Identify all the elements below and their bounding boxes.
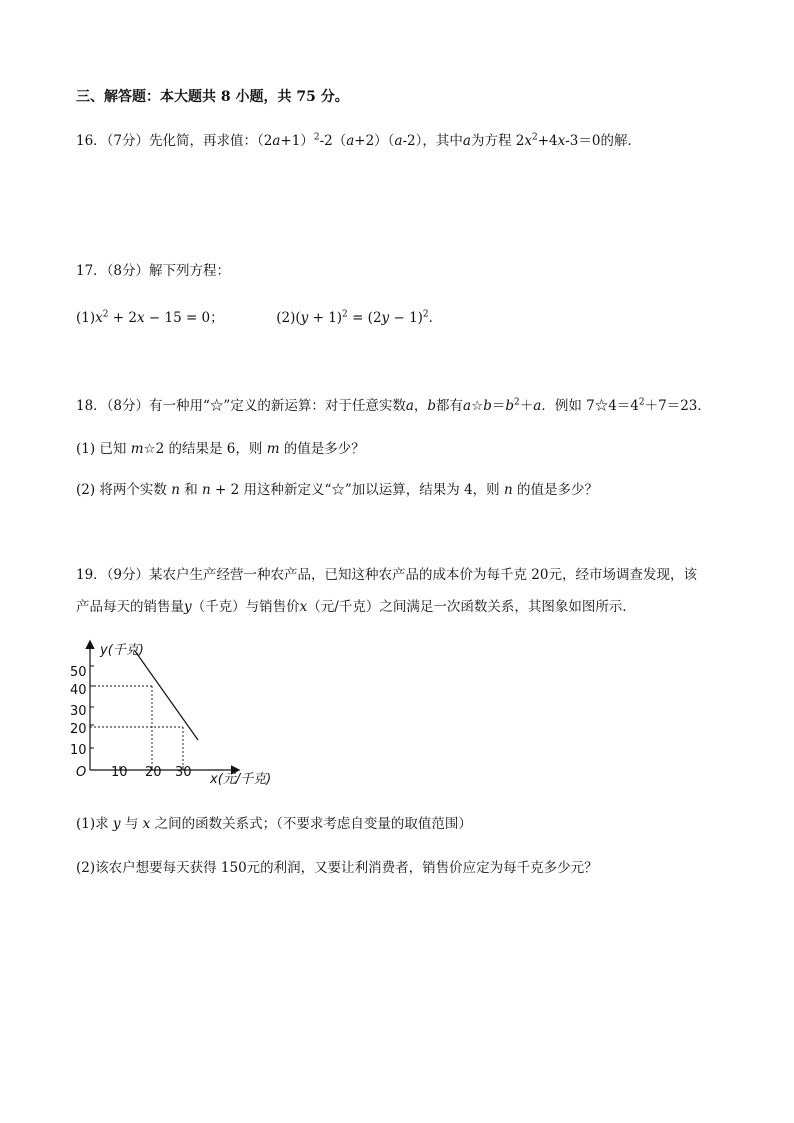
q16-exponent: 2 bbox=[313, 132, 320, 143]
q19-text: 与 bbox=[120, 816, 143, 832]
q16-var: a bbox=[346, 133, 355, 149]
q16-text: -2），其中 bbox=[402, 133, 463, 149]
q16-text: -3＝0的解． bbox=[565, 133, 641, 149]
question-19-part-1 bbox=[76, 815, 472, 833]
q19-text: (1)求 bbox=[76, 816, 113, 832]
question-19-line-2 bbox=[76, 598, 636, 616]
eq2-text: − 1) bbox=[389, 310, 423, 326]
q16-text: +4 bbox=[537, 133, 558, 149]
question-19-line-1: 19．（9分）某农户生产经营一种农产品，已知这种农产品的成本价为每千克 20元，经市场调查发现，该 bbox=[76, 567, 697, 583]
origin-label: O bbox=[76, 765, 87, 780]
eq2-text: + 1) bbox=[308, 310, 343, 326]
eq1-exponent: 2 bbox=[102, 309, 109, 320]
q16-text: +1） bbox=[280, 133, 314, 149]
q18-text: ．例如 7☆4＝4 bbox=[541, 398, 639, 414]
q18-exponent: 2 bbox=[514, 397, 520, 408]
x-axis-label: x(元/千克) bbox=[210, 772, 272, 787]
q18-text: 的值是多少？ bbox=[279, 441, 365, 457]
eq1-var: x bbox=[95, 310, 103, 326]
question-19-part-2: (2)该农户想要每天获得 150元的利润，又要让利消费者，销售价应定为每千克多少元？ bbox=[76, 860, 598, 876]
q19-text: （千克）与销售价 bbox=[191, 599, 300, 615]
question-16 bbox=[76, 132, 641, 150]
q19-var: y bbox=[184, 599, 192, 615]
x-tick-label: 10 bbox=[111, 765, 128, 780]
q18-var: b bbox=[505, 398, 515, 414]
q18-text: ☆ bbox=[471, 398, 484, 414]
q19-var: y bbox=[112, 816, 121, 832]
q18-var: m bbox=[130, 441, 144, 457]
q18-text: ＝ bbox=[491, 398, 506, 414]
q16-text: -2（ bbox=[319, 133, 347, 149]
q18-var: a bbox=[463, 398, 472, 414]
question-17-header: 17．（8分）解下列方程： bbox=[76, 263, 231, 279]
eq2-text: ( bbox=[295, 310, 301, 326]
function-graph bbox=[66, 636, 306, 788]
x-tick-label: 30 bbox=[175, 765, 192, 780]
eq2-exponent: 2 bbox=[342, 309, 348, 320]
q18-text: (1) 已知 bbox=[76, 441, 131, 457]
q18-var: a bbox=[405, 398, 414, 414]
q18-var: b bbox=[427, 398, 437, 414]
q18-text: 的值是多少？ bbox=[512, 482, 598, 498]
question-18-part-1 bbox=[76, 440, 365, 458]
y-tick-label: 20 bbox=[70, 722, 87, 737]
q16-var: x bbox=[524, 133, 532, 149]
y-axis-label: y(千克) bbox=[100, 643, 144, 658]
q19-text: 之间的函数关系式；（不要求考虑自变量的取值范围） bbox=[150, 816, 472, 832]
q16-var: a bbox=[272, 133, 281, 149]
q18-text: ＋7＝23． bbox=[644, 398, 711, 414]
q16-var: a bbox=[462, 133, 471, 149]
q18-exponent: 2 bbox=[638, 397, 645, 408]
eq1-var: x bbox=[136, 310, 145, 326]
q18-text: + 2 用这种新定义“☆”加以运算，结果为 4，则 bbox=[210, 482, 504, 498]
eq1-text: + 2 bbox=[108, 310, 137, 326]
q18-text: 都有 bbox=[436, 398, 464, 414]
question-17-equations bbox=[76, 309, 442, 327]
q18-text: (2) 将两个实数 bbox=[76, 482, 172, 498]
q16-exponent: 2 bbox=[531, 132, 538, 143]
q18-text: 18．（8分）有一种用“☆”定义的新运算：对于任意实数 bbox=[76, 398, 406, 414]
question-18-part-2 bbox=[76, 481, 598, 499]
q19-text: 产品每天的销售量 bbox=[76, 599, 184, 615]
q16-var: x bbox=[557, 133, 566, 149]
q16-text: 16．（7分）先化简，再求值：（2 bbox=[76, 133, 273, 149]
q16-text: +2）（ bbox=[354, 133, 395, 149]
eq1-text: − 15 = 0； bbox=[144, 310, 224, 326]
eq2-var: y bbox=[381, 310, 390, 326]
q18-text: ＋ bbox=[519, 398, 534, 414]
q18-var: n bbox=[503, 482, 513, 498]
q16-text: 为方程 2 bbox=[470, 133, 525, 149]
q18-var: b bbox=[483, 398, 492, 414]
q19-text: （元/千克）之间满足一次函数关系，其图象如图所示． bbox=[307, 599, 636, 615]
y-tick-label: 30 bbox=[70, 704, 87, 719]
x-tick-label: 20 bbox=[145, 765, 162, 780]
q18-var: a bbox=[533, 398, 542, 414]
q19-var: x bbox=[142, 816, 151, 832]
eq2-exponent: 2 bbox=[422, 309, 429, 320]
eq2-text: ． bbox=[428, 310, 443, 326]
q16-var: a bbox=[394, 133, 403, 149]
y-tick-label: 10 bbox=[70, 743, 87, 758]
q18-text: 和 bbox=[179, 482, 203, 498]
q18-var: n bbox=[171, 482, 180, 498]
eq2-var: y bbox=[300, 310, 309, 326]
eq2-text: = (2 bbox=[347, 310, 382, 326]
question-18 bbox=[76, 397, 711, 415]
q18-text: ， bbox=[413, 398, 428, 414]
q18-text: ☆2 的结果是 6，则 bbox=[143, 441, 267, 457]
q18-var: m bbox=[266, 441, 280, 457]
q19-var: x bbox=[299, 599, 308, 615]
y-tick-label: 40 bbox=[70, 683, 87, 698]
eq1-label: (1) bbox=[76, 310, 96, 326]
section-heading: 三、解答题：本大题共 8 小题，共 75 分。 bbox=[76, 89, 349, 105]
y-tick-label: 50 bbox=[70, 665, 87, 680]
eq2-label: (2) bbox=[276, 310, 296, 326]
q18-var: n bbox=[202, 482, 211, 498]
